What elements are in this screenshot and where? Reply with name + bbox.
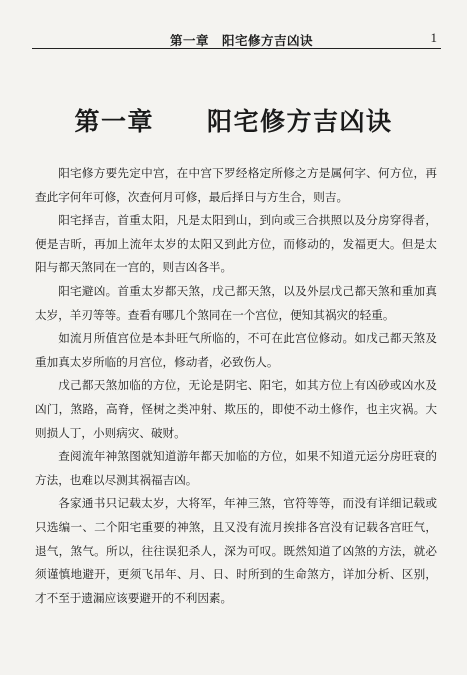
paragraph: 阳宅避凶。首重太岁都天煞，戊己都天煞，以及外层戊己都天煞和重加真太岁，羊刃等等。查看有哪几个煞同在一个宫位，便知其祸灾的轻重。	[35, 283, 437, 322]
paragraph: 查阅流年神煞图就知道游年都天加临的方位，如果不知道元运分房旺衰的方法，也难以尽测其祸福吉凶。	[35, 449, 437, 487]
running-header	[32, 30, 441, 49]
page-number: 1	[430, 30, 437, 45]
paragraph: 阳宅择吉，首重太阳，凡是太阳到山，到向或三合拱照以及分房穿得者，便是吉昕，再加上流年太岁的太阳又到此方位，而修动的，发福更大。但是太阳与都天煞同在一宫的，则吉凶各半。	[35, 213, 437, 275]
running-header-title: 第一章 阳宅修方吉凶诀	[170, 33, 314, 48]
paragraph: 如流月所值宫位是本卦旺气所临的，不可在此宫位修动。如戊己都天煞及重加真太岁所临的月宫位，修动者，必致伤人。	[35, 331, 437, 369]
paragraph: 各家通书只记载太岁，大将军，年神三煞，官符等等，而没有详细记载或只选编一、二个阳宅重要的神煞，且又没有流月挨排各宫没有记载各宫旺气，退气，煞气。所以，往往误犯杀人，深为可叹。既然知道了凶煞的方法，就必须谨慎地避开，更须飞吊年、月、日、时所到的生命煞方，详加分析、区别，才不至于遗漏应该要避开的不利因素。	[35, 496, 437, 605]
paragraph: 阳宅修方要先定中宫，在中宫下罗经格定所修之方是属何字、何方位，再查此字何年可修，次查何月可修，最后择日与方生合，则吉。	[35, 166, 437, 204]
body-text	[35, 162, 437, 610]
chapter-title: 第一章 阳宅修方吉凶诀	[74, 107, 393, 136]
paragraph: 戊己都天煞加临的方位，无论是阴宅、阳宅，如其方位上有凶砂或凶水及凶门，煞路，高脊，怪树之类冲射、欺压的，即使不动土修作，也主灾祸。大则损人丁，小则病灾、破财。	[35, 378, 437, 440]
